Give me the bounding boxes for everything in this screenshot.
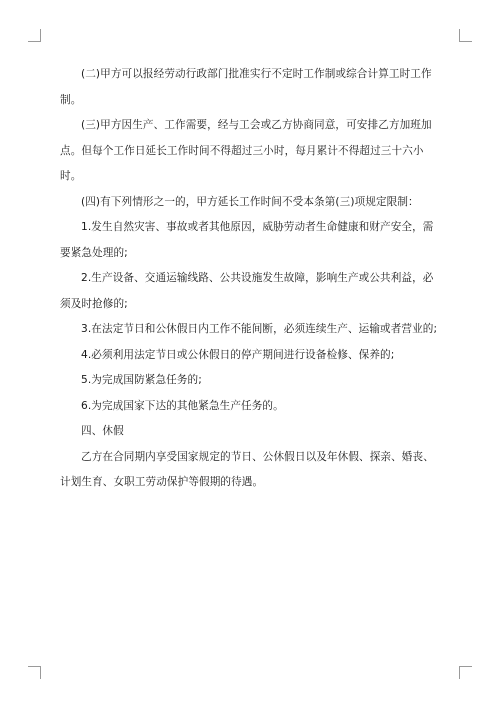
- crop-mark-top-right: [459, 29, 472, 42]
- paragraph-exceptions-intro: (四)有下列情形之一的，甲方延长工作时间不受本条第(三)项规定限制：: [81, 195, 419, 208]
- crop-mark-top-left: [28, 29, 41, 42]
- list-item-4: 4.必须利用法定节日或公休假日的停产期间进行设备检修、保养的;: [81, 348, 395, 361]
- section-heading-vacation: 四、休假: [81, 425, 124, 437]
- list-item-3: 3.在法定节日和公休假日内工作不能间断，必须连续生产、运输或者营业的;: [81, 323, 438, 335]
- crop-mark-bottom-left: [28, 666, 41, 679]
- paragraph-flexible-hours: (二)甲方可以报经劳动行政部门批准实行不定时工作制或综合计算工时工作制。: [60, 68, 432, 106]
- list-item-5: 5.为完成国防紧急任务的;: [81, 374, 202, 386]
- list-item-6: 6.为完成国家下达的其他紧急生产任务的。: [81, 399, 284, 412]
- document-body: [60, 62, 442, 496]
- paragraph-overtime: (三)甲方因生产、工作需要，经与工会或乙方协商同意，可安排乙方加班加点。但每个工作日延长工作时间不得超过三小时，每月累计不得超过三十六小时。: [60, 119, 432, 182]
- list-item-2: 2.生产设备、交通运输线路、公共设施发生故障，影响生产或公共利益，必须及时抢修的;: [60, 272, 434, 310]
- paragraph-vacation: 乙方在合同期内享受国家规定的节日、公休假日以及年休假、探亲、婚丧、计划生育、女职工劳动保护等假期的待遇。: [60, 450, 434, 488]
- crop-mark-bottom-right: [459, 666, 472, 679]
- list-item-1: 1.发生自然灾害、事故或者其他原因，威胁劳动者生命健康和财产安全，需要紧急处理的;: [60, 221, 434, 259]
